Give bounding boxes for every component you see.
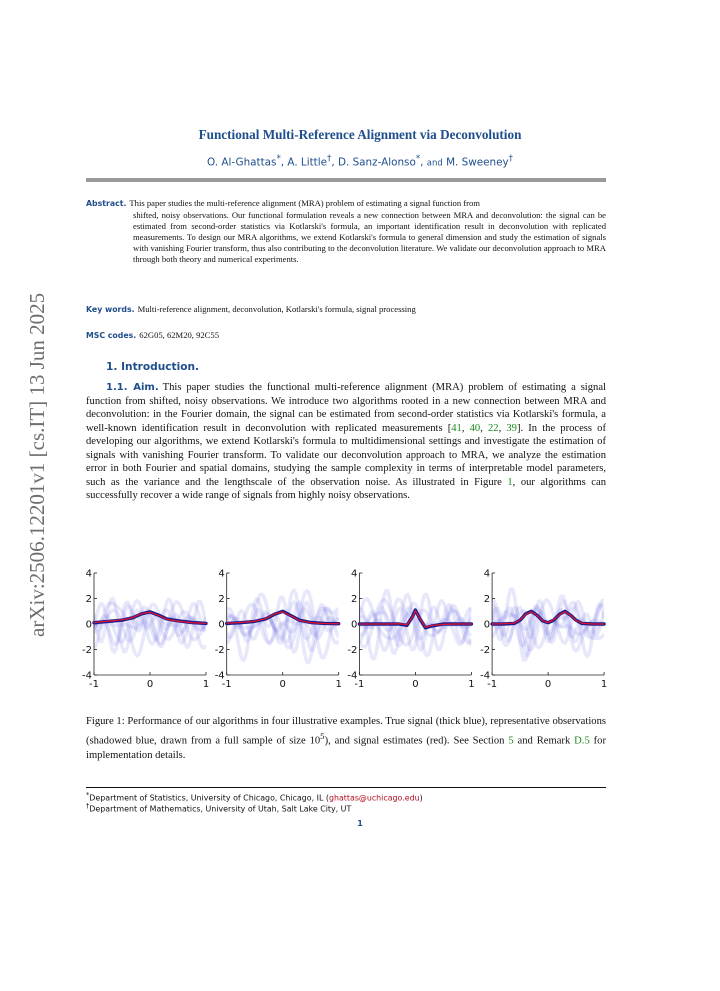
msc-label: MSC codes. xyxy=(86,331,137,340)
figure-panel xyxy=(82,569,209,691)
figure-ref-link[interactable]: 1 xyxy=(507,476,513,488)
caption-text: ), and signal estimates (red). See Section xyxy=(324,735,509,747)
page-number: 1 xyxy=(357,819,363,828)
keywords-text: Multi-reference alignment, deconvolution, Kotlarski's formula, signal processing xyxy=(137,304,416,314)
keywords-label: Key words. xyxy=(86,305,135,314)
title-rule xyxy=(86,178,606,182)
y-tick-label: -4 xyxy=(347,670,358,682)
footnote-rule xyxy=(86,787,606,788)
y-tick-label: -2 xyxy=(214,645,225,656)
x-tick-label: 0 xyxy=(544,679,552,690)
x-tick-label: 0 xyxy=(146,679,154,690)
paragraph-text: , our algorithms can successfully recover a wide range of signals from highly noisy observations. xyxy=(86,476,607,501)
footnote-affiliation-1: *Department of Statistics, University of Chicago, Chicago, IL (ghattas@uchicago.edu) xyxy=(86,791,423,803)
email-link[interactable]: ghattas@uchicago.edu xyxy=(328,793,420,803)
y-tick-label: 0 xyxy=(483,619,491,631)
x-tick-label: 1 xyxy=(202,679,210,690)
y-tick-label: -4 xyxy=(480,670,491,682)
subsection-heading: 1.1. Aim. xyxy=(106,382,159,393)
y-tick-label: 0 xyxy=(85,619,92,631)
paragraph-text: This paper studies the functional multi-reference alignment (MRA) problem of estimating a signal function from shifted, noisy observations. We introduce two algorithms rooted in a new connection between MRA and deconvolution: in the Fourier domain, the signal can be estimated from second-order statistics via Kotlarski's formula, a well-known identification result in deconvolution with replicated measurements [ xyxy=(86,382,606,434)
msc-codes xyxy=(86,330,606,342)
y-tick-label: -2 xyxy=(480,645,491,656)
y-tick-label: -4 xyxy=(214,670,225,682)
author-name: M. Sweeney xyxy=(446,156,509,169)
section-ref-link[interactable]: 5 xyxy=(508,735,514,747)
keywords xyxy=(86,304,606,316)
affiliation-mark: * xyxy=(415,154,421,164)
abstract xyxy=(86,198,606,264)
y-tick-label: 0 xyxy=(351,619,358,631)
y-tick-label: 2 xyxy=(351,594,358,605)
author-name: O. Al-Ghattas xyxy=(207,156,277,169)
author-name: D. Sanz-Alonso xyxy=(337,156,416,169)
citation-link[interactable]: 22 xyxy=(487,422,499,434)
y-tick-label: -2 xyxy=(347,645,358,656)
citation-link[interactable]: 40 xyxy=(469,422,481,434)
abstract-first-line: This paper studies the multi-reference alignment (MRA) problem of estimating a signal function from xyxy=(129,198,480,208)
figure-caption xyxy=(86,715,606,763)
abstract-body: shifted, noisy observations. Our functional formulation reveals a new connection between MRA and deconvolution: the signal can be estimated from second-order statistics via Kotlarski's formula, an important identification result in deconvolution with replicated measurements. To design our MRA algorithms, we extend Kotlarski's formula to general dimension and study the estimation of signals with vanishing Fourier transform, thus also contributing to the deconvolution literature. We validate our deconvolution approach to MRA through both theory and numerical experiments. xyxy=(133,209,606,264)
intro-paragraph: 1.1. Aim. This paper studies the functional multi-reference alignment (MRA) problem of estimating a signal function from shifted, noisy observations. We introduce two algorithms rooted in a new connection between MRA and deconvolution: in the Fourier domain, the signal can be estimated from second-order statistics via Kotlarski's formula, a well-known identification result in deconvolution with replicated measurements [41, 40, 22, 39]. In the process of developing our algorithms, we extend Kotlarski's formula to multidimensional settings and investigate the estimation of signals with vanishing Fourier transform. To validate our deconvolution approach to MRA, we analyze the estimation error in both Fourier and spatial domains, studying the sample complexity in terms of interpretable model parameters, such as the variance and the lengthscale of the observation noise. As illustrated in Figure 1, our algorithms can successfully recover a wide range of signals from highly noisy observations. xyxy=(86,382,607,501)
section-heading: 1. Introduction. xyxy=(106,361,200,373)
arxiv-stamp-text: arXiv:2506.12201v1 [cs.IT] 13 Jun 2025 xyxy=(25,292,49,637)
figure-panel xyxy=(480,569,607,691)
observations-group xyxy=(227,590,339,663)
y-tick-label: 4 xyxy=(218,568,225,580)
caption-text: Figure 1: Performance of our algorithms in four illustrative examples. True signal (thick blue), representative observations (shadowed blue, drawn from a full sample of size 10 xyxy=(86,716,606,747)
citation-link[interactable]: 39 xyxy=(506,422,517,434)
x-tick-label: 1 xyxy=(468,679,475,690)
y-tick-label: 2 xyxy=(483,594,491,605)
x-tick-label: 0 xyxy=(279,679,286,690)
x-tick-label: 1 xyxy=(335,679,342,690)
footnote-affiliation-2: †Department of Mathematics, University of Utah, Salt Lake City, UT xyxy=(86,802,352,814)
y-tick-label: 0 xyxy=(218,619,225,631)
figure-panel xyxy=(347,569,474,691)
x-tick-label: -1 xyxy=(89,679,99,690)
observations-group xyxy=(94,598,206,655)
abstract-label: Abstract. xyxy=(86,199,127,208)
author-list: O. Al-Ghattas*, A. Little†, D. Sanz-Alonso*, and M. Sweeney† xyxy=(207,154,513,169)
caption-text: for implementation details. xyxy=(86,735,606,761)
y-tick-label: 4 xyxy=(483,568,491,580)
x-tick-label: -1 xyxy=(221,679,232,690)
y-tick-label: -2 xyxy=(82,645,92,656)
y-tick-label: 4 xyxy=(351,568,358,580)
x-tick-label: -1 xyxy=(354,679,365,690)
paper-title: Functional Multi-Reference Alignment via Deconvolution xyxy=(198,127,522,142)
caption-text: and Remark xyxy=(513,735,575,747)
y-tick-label: 2 xyxy=(218,594,225,605)
x-tick-label: -1 xyxy=(487,679,498,690)
remark-ref-link[interactable]: D.5 xyxy=(574,735,590,747)
x-tick-label: 1 xyxy=(600,679,608,690)
author-name: A. Little xyxy=(287,156,328,169)
caption-exponent: 5 xyxy=(320,731,325,741)
y-tick-label: 2 xyxy=(85,594,92,605)
y-tick-label: -4 xyxy=(82,670,92,682)
y-tick-label: 4 xyxy=(85,568,92,580)
affiliation-mark: * xyxy=(276,154,281,164)
paragraph-text: ]. In the process of developing our algorithms, we extend Kotlarski's formula to multidimensional settings and investigate the estimation of signals with vanishing Fourier transform. To validate our deconvolution approach to MRA, we analyze the estimation error in both Fourier and spatial domains, studying the sample complexity in terms of interpretable model parameters, such as the variance and the lengthscale of the observation noise. As illustrated in Figure xyxy=(86,422,607,488)
arxiv-stamp xyxy=(18,292,54,637)
author-conjunction: and xyxy=(426,158,443,169)
figure-panel xyxy=(215,569,342,691)
msc-text: 62G05, 62M20, 92C55 xyxy=(139,330,220,340)
x-tick-label: 0 xyxy=(412,679,419,690)
affiliation-mark: † xyxy=(508,154,513,164)
affiliation-mark: † xyxy=(327,154,332,164)
figure-1 xyxy=(82,568,612,696)
citation-link[interactable]: 41 xyxy=(451,422,462,434)
